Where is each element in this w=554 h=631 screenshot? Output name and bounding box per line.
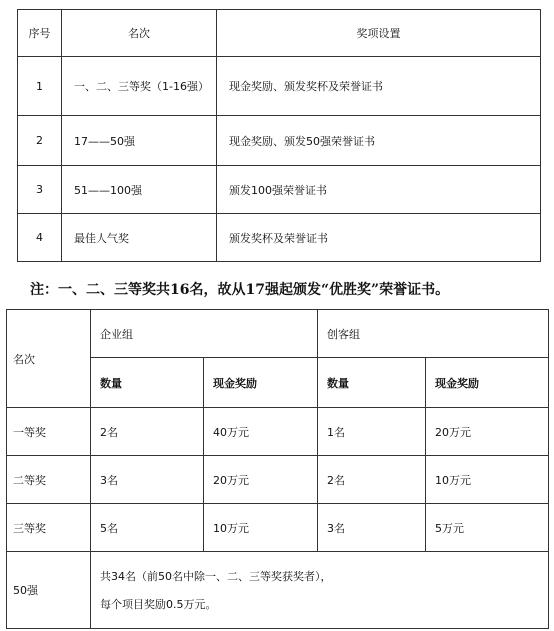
top50-line2: 每个项目奖励0.5万元。 (100, 598, 217, 611)
awards-note: 注：一、二、三等奖共16名，故从17强起颁发“优胜奖”荣誉证书。 (30, 282, 450, 298)
row-qty: 1名 (318, 408, 426, 456)
group-maker: 创客组 (318, 310, 549, 358)
awards-table-header (18, 10, 541, 57)
prize-table-group-header (7, 310, 549, 358)
row-rank: 17——50强 (62, 116, 217, 166)
table-row (7, 408, 549, 456)
row-rank: 一、二、三等奖（1-16强） (62, 57, 217, 116)
row-rank: 二等奖 (7, 456, 91, 504)
table-row (7, 456, 549, 504)
row-qty: 5名 (91, 504, 204, 552)
row-rank: 三等奖 (7, 504, 91, 552)
row-cash: 10万元 (426, 456, 549, 504)
row-seq: 2 (18, 116, 62, 166)
row-qty: 2名 (91, 408, 204, 456)
subheader-quantity: 数量 (327, 376, 349, 390)
row-qty: 2名 (318, 456, 426, 504)
row-seq: 3 (18, 166, 62, 214)
subheader-quantity: 数量 (100, 376, 122, 390)
table-row (18, 116, 541, 166)
row-rank: 50强 (7, 552, 91, 629)
row-qty: 3名 (91, 456, 204, 504)
table-row (18, 166, 541, 214)
row-cash: 20万元 (204, 456, 318, 504)
row-rank: 一等奖 (7, 408, 91, 456)
row-seq: 1 (18, 57, 62, 116)
subheader-cash: 现金奖励 (213, 376, 257, 390)
row-seq: 4 (18, 214, 62, 262)
header-seq: 序号 (18, 10, 62, 57)
group-enterprise: 企业组 (91, 310, 318, 358)
row-award: 颁发100强荣誉证书 (217, 166, 541, 214)
row-cash: 40万元 (204, 408, 318, 456)
row-cash: 5万元 (426, 504, 549, 552)
table-row (7, 504, 549, 552)
row-cash: 10万元 (204, 504, 318, 552)
header-rank: 名次 (7, 310, 91, 408)
row-rank: 51——100强 (62, 166, 217, 214)
subheader-cash: 现金奖励 (435, 376, 479, 390)
table-row (7, 552, 549, 629)
row-rank: 最佳人气奖 (62, 214, 217, 262)
top50-line1: 共34名（前50名中除一、二、三等奖获奖者）， (100, 570, 332, 583)
row-qty: 3名 (318, 504, 426, 552)
awards-table (17, 9, 541, 262)
top50-info (91, 552, 549, 629)
row-award: 现金奖励、颁发奖杯及荣誉证书 (217, 57, 541, 116)
row-award: 现金奖励、颁发50强荣誉证书 (217, 116, 541, 166)
header-award-setting: 奖项设置 (217, 10, 541, 57)
prize-table (6, 309, 549, 629)
header-rank: 名次 (62, 10, 217, 57)
table-row (18, 57, 541, 116)
row-cash: 20万元 (426, 408, 549, 456)
table-row (18, 214, 541, 262)
row-award: 颁发奖杯及荣誉证书 (217, 214, 541, 262)
